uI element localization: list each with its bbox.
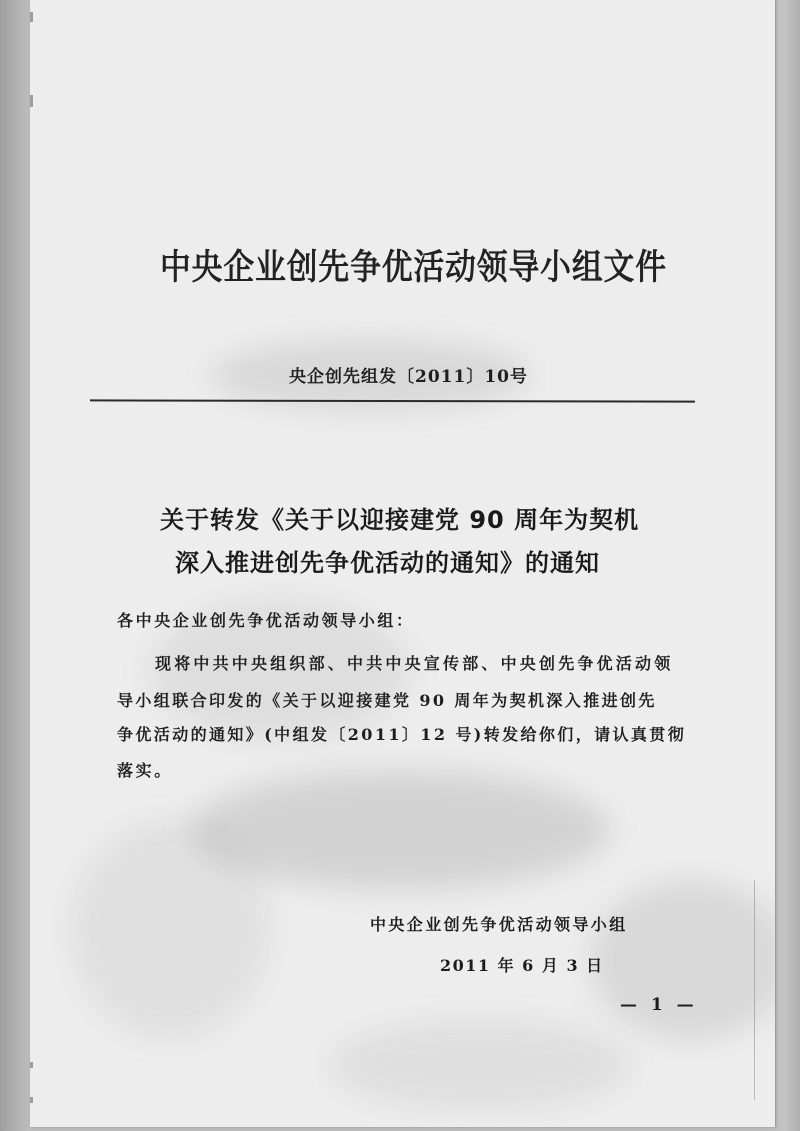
scan-smudge [190,770,610,890]
scan-smudge [330,1020,630,1110]
document-title-line-1: 关于转发《关于以迎接建党 90 周年为契机 [160,506,640,534]
binding-mark [30,1062,33,1068]
body-line-2: 导小组联合印发的《关于以迎接建党 90 周年为契机深入推进创先 [117,691,657,710]
scan-smudge [590,880,775,1040]
scan-edge-line [754,880,755,1100]
salutation: 各中央企业创先争优活动领导小组： [117,611,415,630]
page-number: — 1 — [620,995,698,1015]
header-divider [90,399,695,402]
binding-mark [30,1097,33,1103]
document-number: 央企创先组发〔2011〕10号 [289,367,528,387]
binding-mark [30,95,33,107]
body-line-3: 争优活动的通知》(中组发〔2011〕12 号)转发给你们，请认真贯彻 [117,725,687,744]
issuer-header: 中央企业创先争优活动领导小组文件 [160,248,667,288]
document-page [30,0,775,1127]
issue-date: 2011 年 6 月 3 日 [440,956,604,975]
document-title-line-2: 深入推进创先争优活动的通知》的通知 [175,549,600,577]
issuer-signature: 中央企业创先争优活动领导小组 [370,915,628,934]
binding-mark [30,12,33,22]
body-line-4: 落实。 [117,761,173,780]
scan-smudge [70,820,270,1040]
body-line-1: 现将中共中央组织部、中共中央宣传部、中央创先争优活动领 [155,654,674,673]
